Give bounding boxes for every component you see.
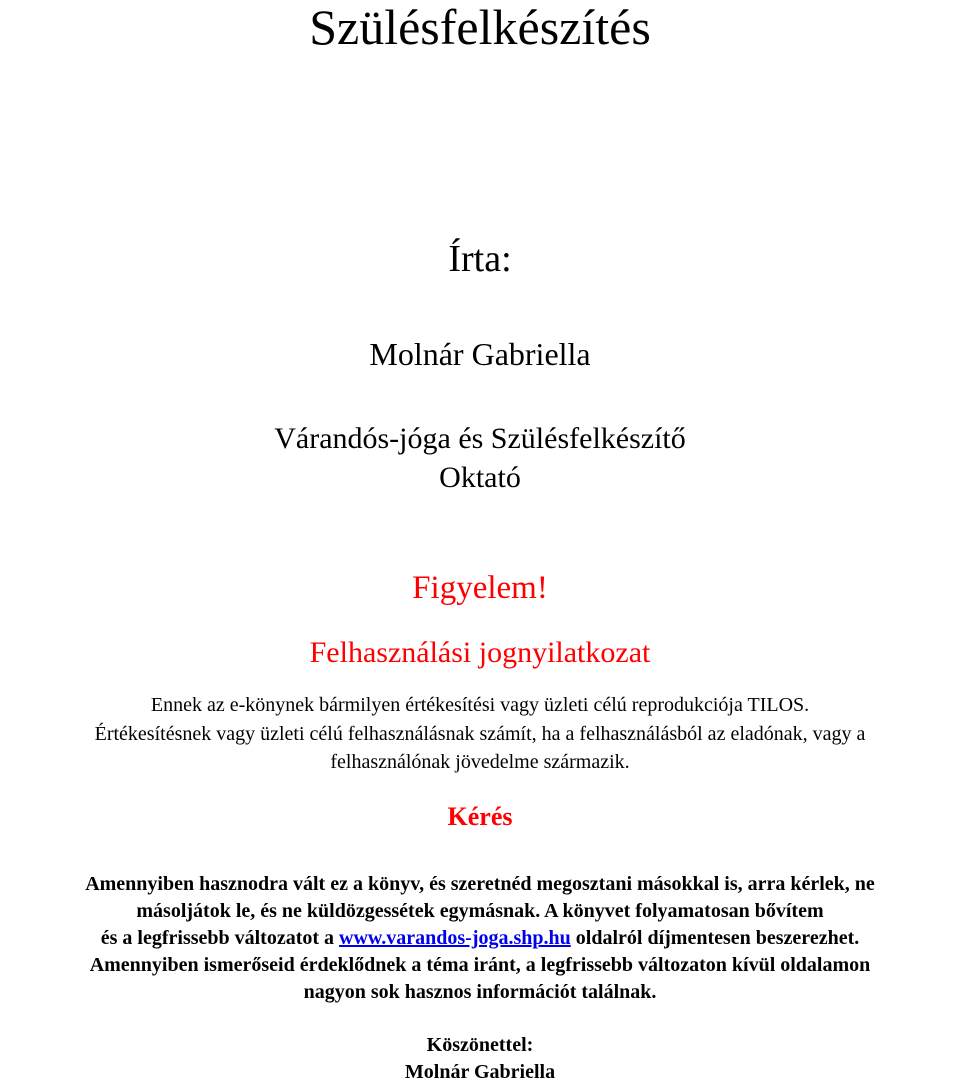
request-line-2: másoljátok le, és ne küldözgessétek egymásnak. A könyvet folyamatosan bővítem <box>136 900 824 922</box>
disclaimer-heading: Felhasználási jognyilatkozat <box>309 636 651 669</box>
author-role-line-2: Oktató <box>439 461 521 494</box>
author-name: Molnár Gabriella <box>369 336 591 372</box>
document-title: Szülésfelkészítés <box>309 0 651 55</box>
disclaimer-line-2: Értékesítésnek vagy üzleti célú felhasználásnak számít, ha a felhasználásból az eladónak, vagy a <box>94 723 866 745</box>
request-line-4: Amennyiben ismerőseid érdeklődnek a téma iránt, a legfrissebb változaton kívül oldalamon <box>89 954 871 976</box>
author-role-line-1: Várandós-jóga és Szülésfelkészítő <box>274 422 686 455</box>
closing-signature: Molnár Gabriella <box>404 1061 556 1083</box>
disclaimer-line-3: felhasználónak jövedelme származik. <box>330 751 630 773</box>
request-line-3 <box>0 928 960 948</box>
disclaimer-line-1: Ennek az e-könynek bármilyen értékesítési vagy üzleti célú reprodukciója TILOS. <box>150 694 810 716</box>
closing-thanks: Köszönettel: <box>426 1034 534 1056</box>
request-line-3-start: és a legfrissebb változatot a <box>100 927 340 949</box>
warning-heading: Figyelem! <box>412 570 548 606</box>
website-link[interactable]: www.varandos-joga.shp.hu <box>339 927 571 949</box>
request-line-5: nagyon sok hasznos információt találnak. <box>303 981 657 1003</box>
request-heading: Kérés <box>447 802 513 831</box>
byline-label: Írta: <box>448 238 512 280</box>
request-line-3-end: oldalról díjmentesen beszerezhet. <box>570 927 860 949</box>
request-line-1: Amennyiben hasznodra vált ez a könyv, és szeretnéd megosztani másokkal is, arra kérlek, ne <box>85 873 875 895</box>
